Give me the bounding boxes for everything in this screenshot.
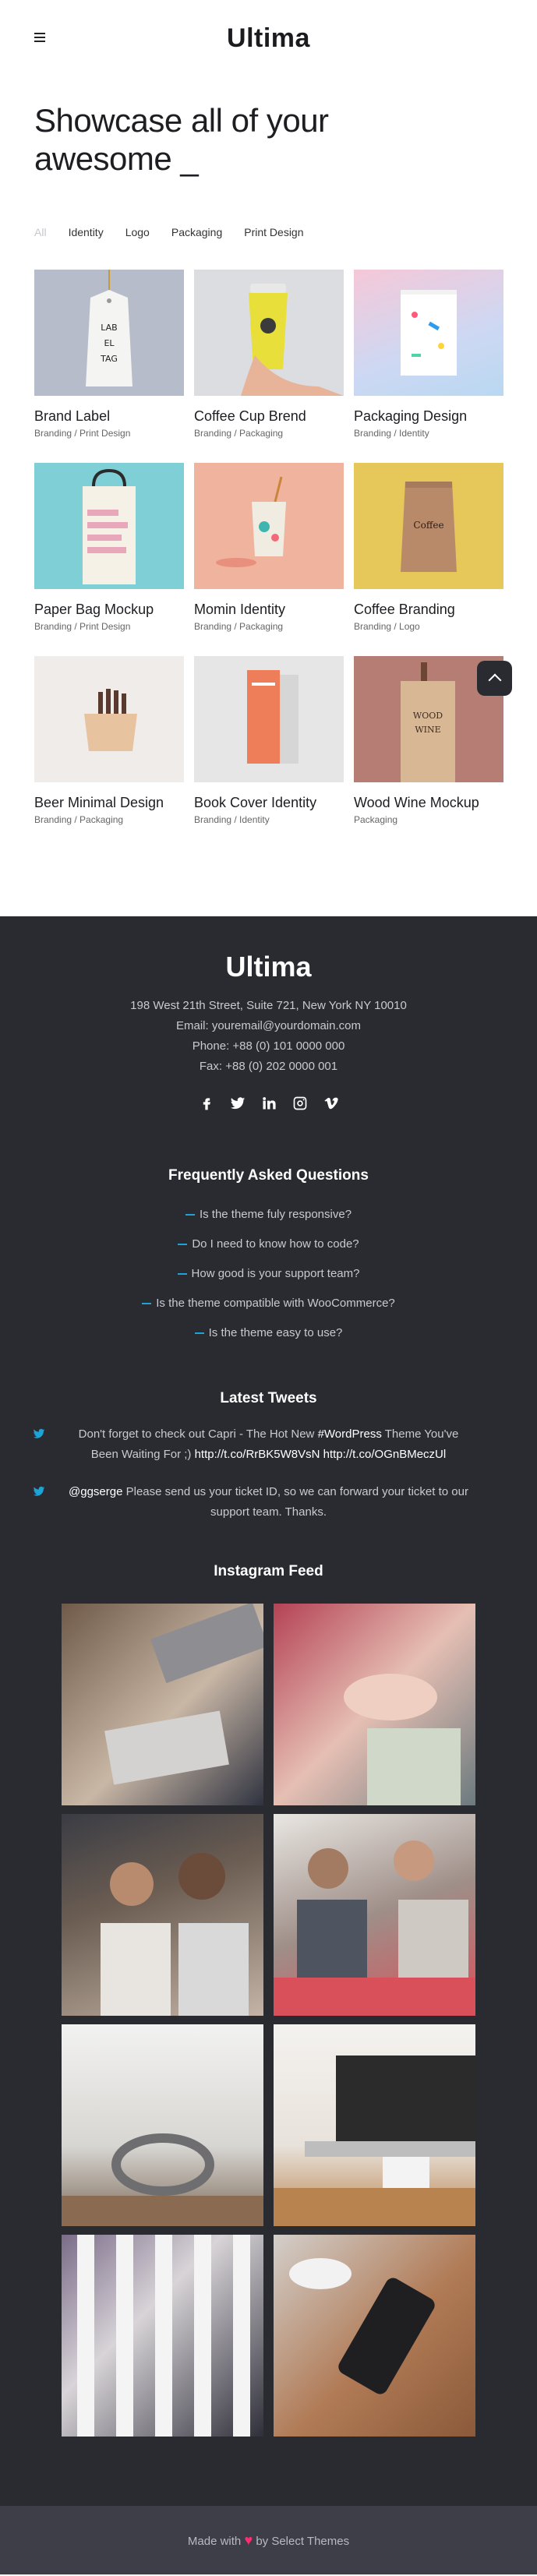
- footer-credit-bar: [0, 2506, 537, 2574]
- faq-section: [0, 1167, 537, 1348]
- instagram-photo-laptop-mug[interactable]: [274, 2024, 475, 2226]
- instagram-title: Instagram Feed: [214, 1563, 323, 1579]
- faq-item[interactable]: [0, 1289, 537, 1318]
- twitter-bird-icon: [32, 1485, 46, 1498]
- portfolio-meta: Branding / Packaging: [194, 621, 284, 632]
- instagram-section: [0, 1563, 537, 2437]
- instagram-photo-headphones[interactable]: [62, 2024, 263, 2226]
- portfolio-item[interactable]: [354, 463, 503, 632]
- brand-label-image[interactable]: [34, 270, 184, 396]
- portfolio-item[interactable]: [34, 270, 184, 439]
- dash-icon: [178, 1244, 187, 1245]
- linkedin-icon[interactable]: [260, 1096, 277, 1113]
- dash-icon: [185, 1214, 195, 1216]
- tweet-text: Theme You've Been Waiting For ;): [90, 1427, 459, 1461]
- portfolio-item[interactable]: [194, 463, 344, 632]
- twitter-icon[interactable]: [229, 1096, 246, 1113]
- dash-icon: [142, 1303, 151, 1304]
- svg-text:TAG: TAG: [101, 354, 118, 364]
- portfolio-meta: Branding / Print Design: [34, 428, 131, 439]
- tweet-url-link[interactable]: http://t.co/OGnBMeczUl: [323, 1448, 447, 1461]
- twitter-bird-icon: [32, 1427, 46, 1440]
- faq-item[interactable]: [0, 1318, 537, 1348]
- packaging-design-image[interactable]: [354, 270, 503, 396]
- site-footer: [0, 916, 537, 2506]
- instagram-icon[interactable]: [291, 1096, 309, 1113]
- social-links: [0, 1096, 537, 1113]
- contact-info: [0, 996, 537, 1077]
- filter-all[interactable]: All: [34, 226, 47, 238]
- svg-text:WOOD: WOOD: [412, 711, 443, 721]
- faq-item[interactable]: [0, 1200, 537, 1230]
- svg-text:EL: EL: [104, 338, 115, 348]
- faq-question[interactable]: Is the theme compatible with WooCommerce?: [156, 1297, 395, 1310]
- dash-icon: [178, 1273, 187, 1275]
- tweet-mention-link[interactable]: @ggserge: [69, 1485, 123, 1498]
- hero-section: [0, 78, 537, 178]
- portfolio-title[interactable]: Momin Identity: [194, 602, 286, 617]
- facebook-icon[interactable]: [198, 1096, 215, 1113]
- instagram-grid: [62, 1604, 475, 2437]
- beer-minimal-image[interactable]: [34, 656, 184, 782]
- portfolio-title[interactable]: Book Cover Identity: [194, 795, 317, 810]
- portfolio-title[interactable]: Paper Bag Mockup: [34, 602, 154, 617]
- coffee-branding-image[interactable]: [354, 463, 503, 589]
- instagram-photo-phone-coffee[interactable]: [274, 2235, 475, 2437]
- portfolio-meta: Packaging: [354, 814, 398, 825]
- portfolio-title[interactable]: Wood Wine Mockup: [354, 795, 479, 810]
- portfolio-title[interactable]: Packaging Design: [354, 408, 468, 424]
- tweet-text: Please send us your ticket ID, so we can forward your ticket to our support team. Thanks.: [122, 1485, 468, 1519]
- instagram-photo-hands-phone[interactable]: [274, 1604, 475, 1805]
- filter-identity[interactable]: Identity: [68, 226, 104, 238]
- fax-text: Fax: +88 (0) 202 0000 001: [199, 1060, 338, 1073]
- faq-title: Frequently Asked Questions: [168, 1167, 369, 1184]
- tweet-url-link[interactable]: http://t.co/RrBK5W8VsN: [194, 1448, 320, 1461]
- portfolio-meta: Branding / Identity: [354, 428, 429, 439]
- svg-text:WINE: WINE: [415, 725, 441, 735]
- scroll-to-top-button[interactable]: [477, 661, 512, 696]
- portfolio-item[interactable]: [34, 463, 184, 632]
- tweet-item: [66, 1482, 472, 1523]
- site-header: [0, 0, 537, 78]
- credit-link[interactable]: by Select Themes: [256, 2535, 350, 2548]
- portfolio-item[interactable]: [34, 656, 184, 825]
- portfolio-item[interactable]: [194, 656, 344, 825]
- paper-bag-image[interactable]: [34, 463, 184, 589]
- vimeo-icon[interactable]: [323, 1096, 340, 1113]
- faq-question[interactable]: Do I need to know how to code?: [192, 1237, 359, 1251]
- tweets-title: Latest Tweets: [220, 1390, 317, 1406]
- tweet-text: Don't forget to check out Capri - The Hot New: [78, 1427, 318, 1441]
- address-text: 198 West 21th Street, Suite 721, New York NY 10010: [130, 999, 407, 1012]
- portfolio-meta: Branding / Logo: [354, 621, 420, 632]
- dash-icon: [195, 1332, 204, 1334]
- phone-text: Phone: +88 (0) 101 0000 000: [192, 1039, 345, 1053]
- instagram-photo-laptop-hands[interactable]: [62, 1604, 263, 1805]
- coffee-cup-image[interactable]: [194, 270, 344, 396]
- faq-item[interactable]: [0, 1230, 537, 1259]
- faq-item[interactable]: [0, 1259, 537, 1289]
- portfolio-meta: Branding / Print Design: [34, 621, 131, 632]
- svg-text:LAB: LAB: [101, 323, 118, 333]
- portfolio-meta: Branding / Packaging: [34, 814, 124, 825]
- tweet-hashtag-link[interactable]: #WordPress: [317, 1427, 382, 1441]
- credit-text: Made with: [187, 2535, 242, 2548]
- momin-identity-image[interactable]: [194, 463, 344, 589]
- portfolio-meta: Branding / Identity: [194, 814, 270, 825]
- faq-question[interactable]: Is the theme easy to use?: [208, 1326, 343, 1339]
- site-logo[interactable]: Ultima: [227, 23, 310, 53]
- email-text[interactable]: Email: youremail@yourdomain.com: [176, 1019, 361, 1032]
- hero-title: Showcase all of your awesome _: [34, 102, 329, 177]
- instagram-photo-friends[interactable]: [62, 1814, 263, 2016]
- portfolio-meta: Branding / Packaging: [194, 428, 284, 439]
- instagram-photo-crosswalk[interactable]: [62, 2235, 263, 2437]
- portfolio-title[interactable]: Coffee Cup Brend: [194, 408, 306, 424]
- portfolio-title[interactable]: Coffee Branding: [354, 602, 455, 617]
- instagram-photo-women-tablet[interactable]: [274, 1814, 475, 2016]
- footer-logo[interactable]: Ultima: [225, 951, 312, 983]
- tweets-section: [0, 1390, 537, 1523]
- portfolio-item[interactable]: [194, 270, 344, 439]
- heart-icon: ♥: [244, 2532, 253, 2548]
- portfolio-title[interactable]: Brand Label: [34, 408, 111, 424]
- filter-logo[interactable]: Logo: [125, 226, 150, 238]
- portfolio-item[interactable]: [354, 270, 503, 439]
- portfolio-title[interactable]: Beer Minimal Design: [34, 795, 164, 810]
- portfolio-filters: [34, 226, 537, 242]
- svg-text:Coffee: Coffee: [413, 520, 444, 531]
- book-cover-image[interactable]: [194, 656, 344, 782]
- faq-question[interactable]: How good is your support team?: [191, 1267, 360, 1280]
- filter-packaging[interactable]: Packaging: [171, 226, 223, 238]
- faq-list: [0, 1200, 537, 1348]
- filter-print-design[interactable]: Print Design: [244, 226, 304, 238]
- faq-question[interactable]: Is the theme fuly responsive?: [199, 1208, 352, 1221]
- tweet-item: [66, 1424, 472, 1465]
